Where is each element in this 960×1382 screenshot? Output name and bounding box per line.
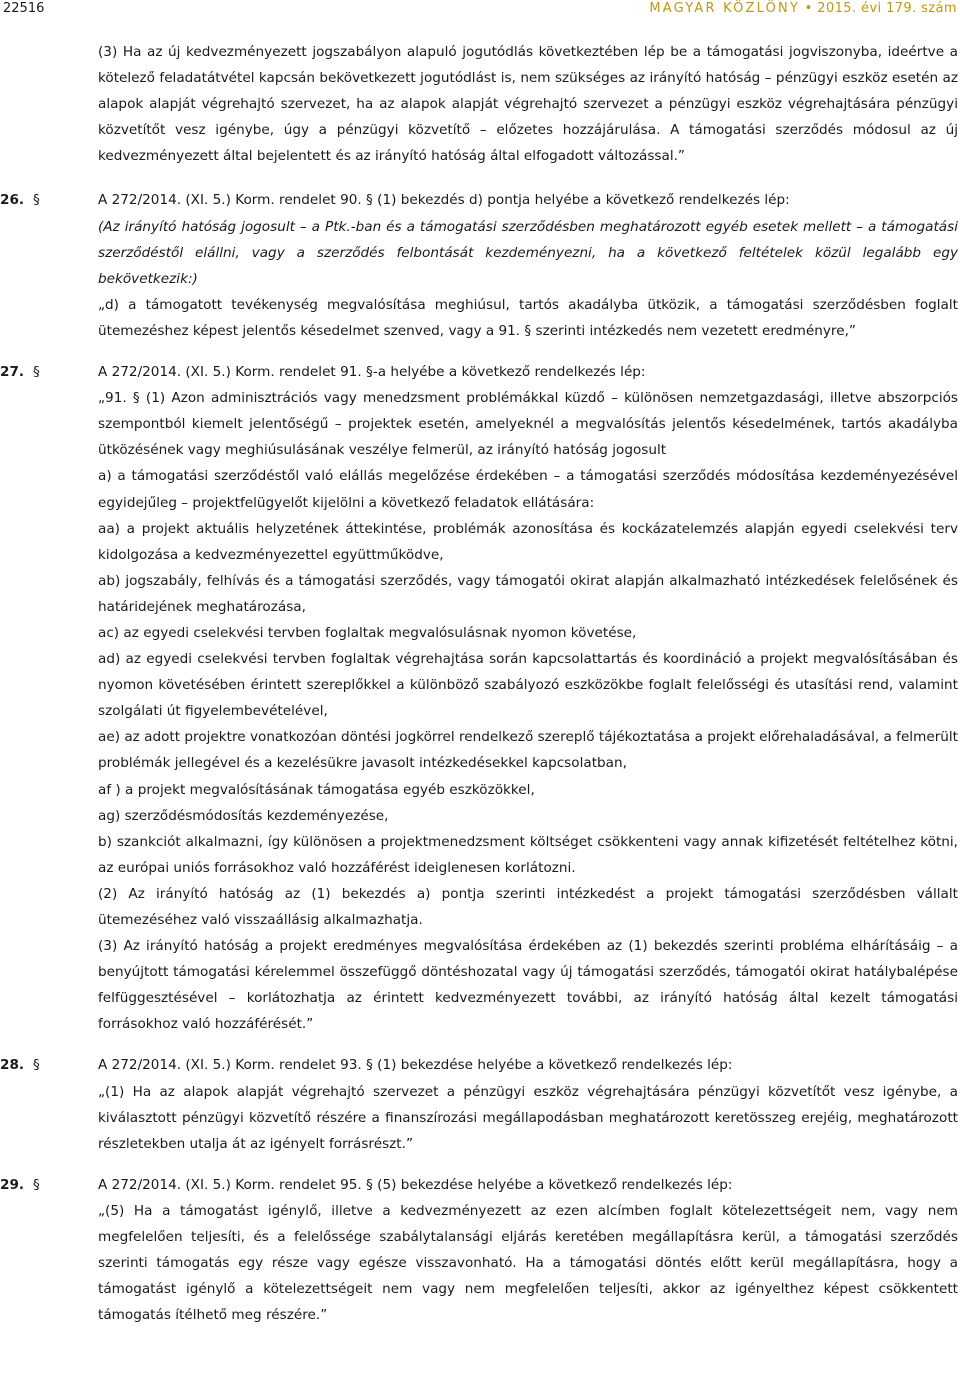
intro-paragraph-block [0,39,960,169]
section-italic-intro: (Az irányító hatóság jogosult – a Ptk.-ban és a támogatási szerződésben meghatározott egyéb esetek mellett – a támogatási szerződéstől elállni, vagy a szerződés felbontását kezdeményezni, ha a következő feltételek közül legalább egy bekövetkezik:) [98,218,958,287]
section-paragraph: (2) Az irányító hatóság az (1) bekezdés a) pontja szerinti intézkedést a projekt támogatási szerződésben vállalt ütemezéséhez való visszaállásig alkalmazhatja. [98,885,958,928]
section-number: 28. [0,1057,25,1074]
section-paragraph: ad) az egyedi cselekvési tervben foglaltak végrehajtása során kapcsolattartás és koordináció a projekt megvalósításában és nyomon követésében érintett szereplőkkel a különböző szabályozó eszközökbe foglalt felelősségi és utasítási rend, valamint szolgálati út figyelembevételével, [98,651,958,720]
section-number: 27. [0,364,25,381]
section-heading: A 272/2014. (XI. 5.) Korm. rendelet 93. § (1) bekezdése helyébe a következő rendelkezés lép: [98,1057,733,1074]
section-paragraph: a) a támogatási szerződéstől való elállás megelőzése érdekében – a támogatási szerződés módosítása kezdeményezésével egyidejűleg – projektfelügyelőt kijelölni a következő feladatok ellátására: [98,468,958,511]
page-number: 22516 [3,1,45,16]
header-separator: • [804,1,813,16]
section-heading: A 272/2014. (XI. 5.) Korm. rendelet 95. § (5) bekezdése helyébe a következő rendelkezés lép: [98,1176,733,1193]
intro-paragraph: (3) Ha az új kedvezményezett jogszabályon alapuló jogutódlás következtében lép be a támogatási jogviszonyba, ideértve a kötelező feladatátvétel kapcsán bekövetkezett jogutódlást is, nem szükséges az irányító hatóság – pénzügyi eszköz esetén az alapok alapját végrehajtó szervezet, ha az alapok alapját végrehajtó szervezet a pénzügyi eszköz végrehajtására pénzügyi közvetítőt vesz igénybe, úgy a pénzügyi közvetítő – előzetes hozzájárulása. A támogatási szerződés módosul az új kedvezményezett által bejelentett és az irányító hatóság által elfogadott változással.” [98,44,958,165]
section-paragraph: aa) a projekt aktuális helyzetének áttekintése, problémák azonosítása és kockázatelemzés alapján egyedi cselekvési terv kidolgozása a kedvezményezettel együttműködve, [98,520,958,563]
journal-title: MAGYAR KÖZLÖNY [649,1,801,16]
section-27 [0,359,960,1037]
journal-running-head [649,1,957,16]
section-paragraph: ac) az egyedi cselekvési tervben foglaltak megvalósulásnak nyomon követése, [98,624,637,641]
section-number: 29. [0,1176,25,1193]
section-heading: A 272/2014. (XI. 5.) Korm. rendelet 90. § (1) bekezdés d) pontja helyébe a következő rendelkezés lép: [98,192,790,209]
page-header [0,0,960,18]
issue-label: 2015. évi 179. szám [817,1,957,16]
section-sign: § [33,1057,40,1074]
section-paragraph: ae) az adott projektre vonatkozóan döntési jogkörrel rendelkező szereplő tájékoztatása a projekt előrehaladásával, a felmerült problémák jellegével és a kezelésükre javasolt intézkedésekkel kapcsolatban, [98,729,958,772]
section-paragraph: af ) a projekt megvalósításának támogatása egyéb eszközökkel, [98,781,535,798]
section-28 [0,1052,960,1156]
section-sign: § [33,1176,40,1193]
section-heading: A 272/2014. (XI. 5.) Korm. rendelet 91. §-a helyébe a következő rendelkezés lép: [98,364,646,381]
section-text: „d) a támogatott tevékenység megvalósítása meghiúsul, tartós akadályba ütközik, a támogatási szerződésben foglalt ütemezéshez képest jelentős késedelmet szenved, vagy a 91. § szerinti intézkedés nem vezetett eredményre,” [98,296,958,339]
section-26 [0,187,960,344]
section-sign: § [33,364,40,381]
section-paragraph: ab) jogszabály, felhívás és a támogatási szerződés, vagy támogatói okirat alapján alkalmazható intézkedések felelősének és határidejének meghatározása, [98,572,958,615]
section-paragraph: (3) Az irányító hatóság a projekt eredményes megvalósítása érdekében az (1) bekezdés szerinti probléma elhárításáig – a benyújtott támogatási kérelemmel összefüggő döntéshozatal vagy új támogatási szerződés, támogatói okirat hatálybalépése felfüggesztésével – korlátozhatja az érintett kedvezményezett további, az irányító hatóság által kezelt támogatási forrásokhoz való hozzáférését.” [98,938,958,1033]
section-text: „(5) Ha a támogatást igénylő, illetve a kedvezményezett az ezen alcímben foglalt kötelezettségeit nem, vagy nem megfelelően teljesíti, és a felelőssége szabálytalansági eljárás keretében megállapításra kerül, a támogatási szerződés szerinti támogatás egy része vagy egésze visszavonható. Ha a támogatási döntés előtt kerül megállapításra, hogy a támogatást igénylő a kötelezettségeit nem vagy nem megfelelően teljesíti, akkor az igényelthez képest csökkentett támogatás ítélhető meg részére.” [98,1202,958,1324]
section-number: 26. [0,192,25,209]
section-paragraph: „91. § (1) Azon adminisztrációs vagy menedzsment problémákkal küzdő – különösen nemzetgazdasági, illetve abszorpciós szempontból kiemelt jelentőségű – projektek esetén, amelyeknél a megvalósítás jelentős késedelmének, tartós akadályba ütközésének vagy meghiúsulásának veszélye felmerül, az irányító hatóság jogosult [98,390,958,459]
section-29 [0,1172,960,1329]
section-paragraph: b) szankciót alkalmazni, így különösen a projektmenedzsment költséget csökkenteni vagy annak kifizetését feltételhez kötni, az európai uniós forrásokhoz való hozzáférést ideiglenesen korlátozni. [98,833,958,876]
section-sign: § [33,192,40,209]
document-body [0,39,960,1328]
section-text: „(1) Ha az alapok alapját végrehajtó szervezet a pénzügyi eszköz végrehajtására pénzügyi közvetítőt vesz igénybe, a kiválasztott pénzügyi közvetítő részére a finanszírozási megállapodásban meghatározott keretösszeg erejéig, meghatározott részletekben utalja át az igényelt forrásrészt.” [98,1083,958,1152]
section-paragraph: ag) szerződésmódosítás kezdeményezése, [98,807,389,824]
